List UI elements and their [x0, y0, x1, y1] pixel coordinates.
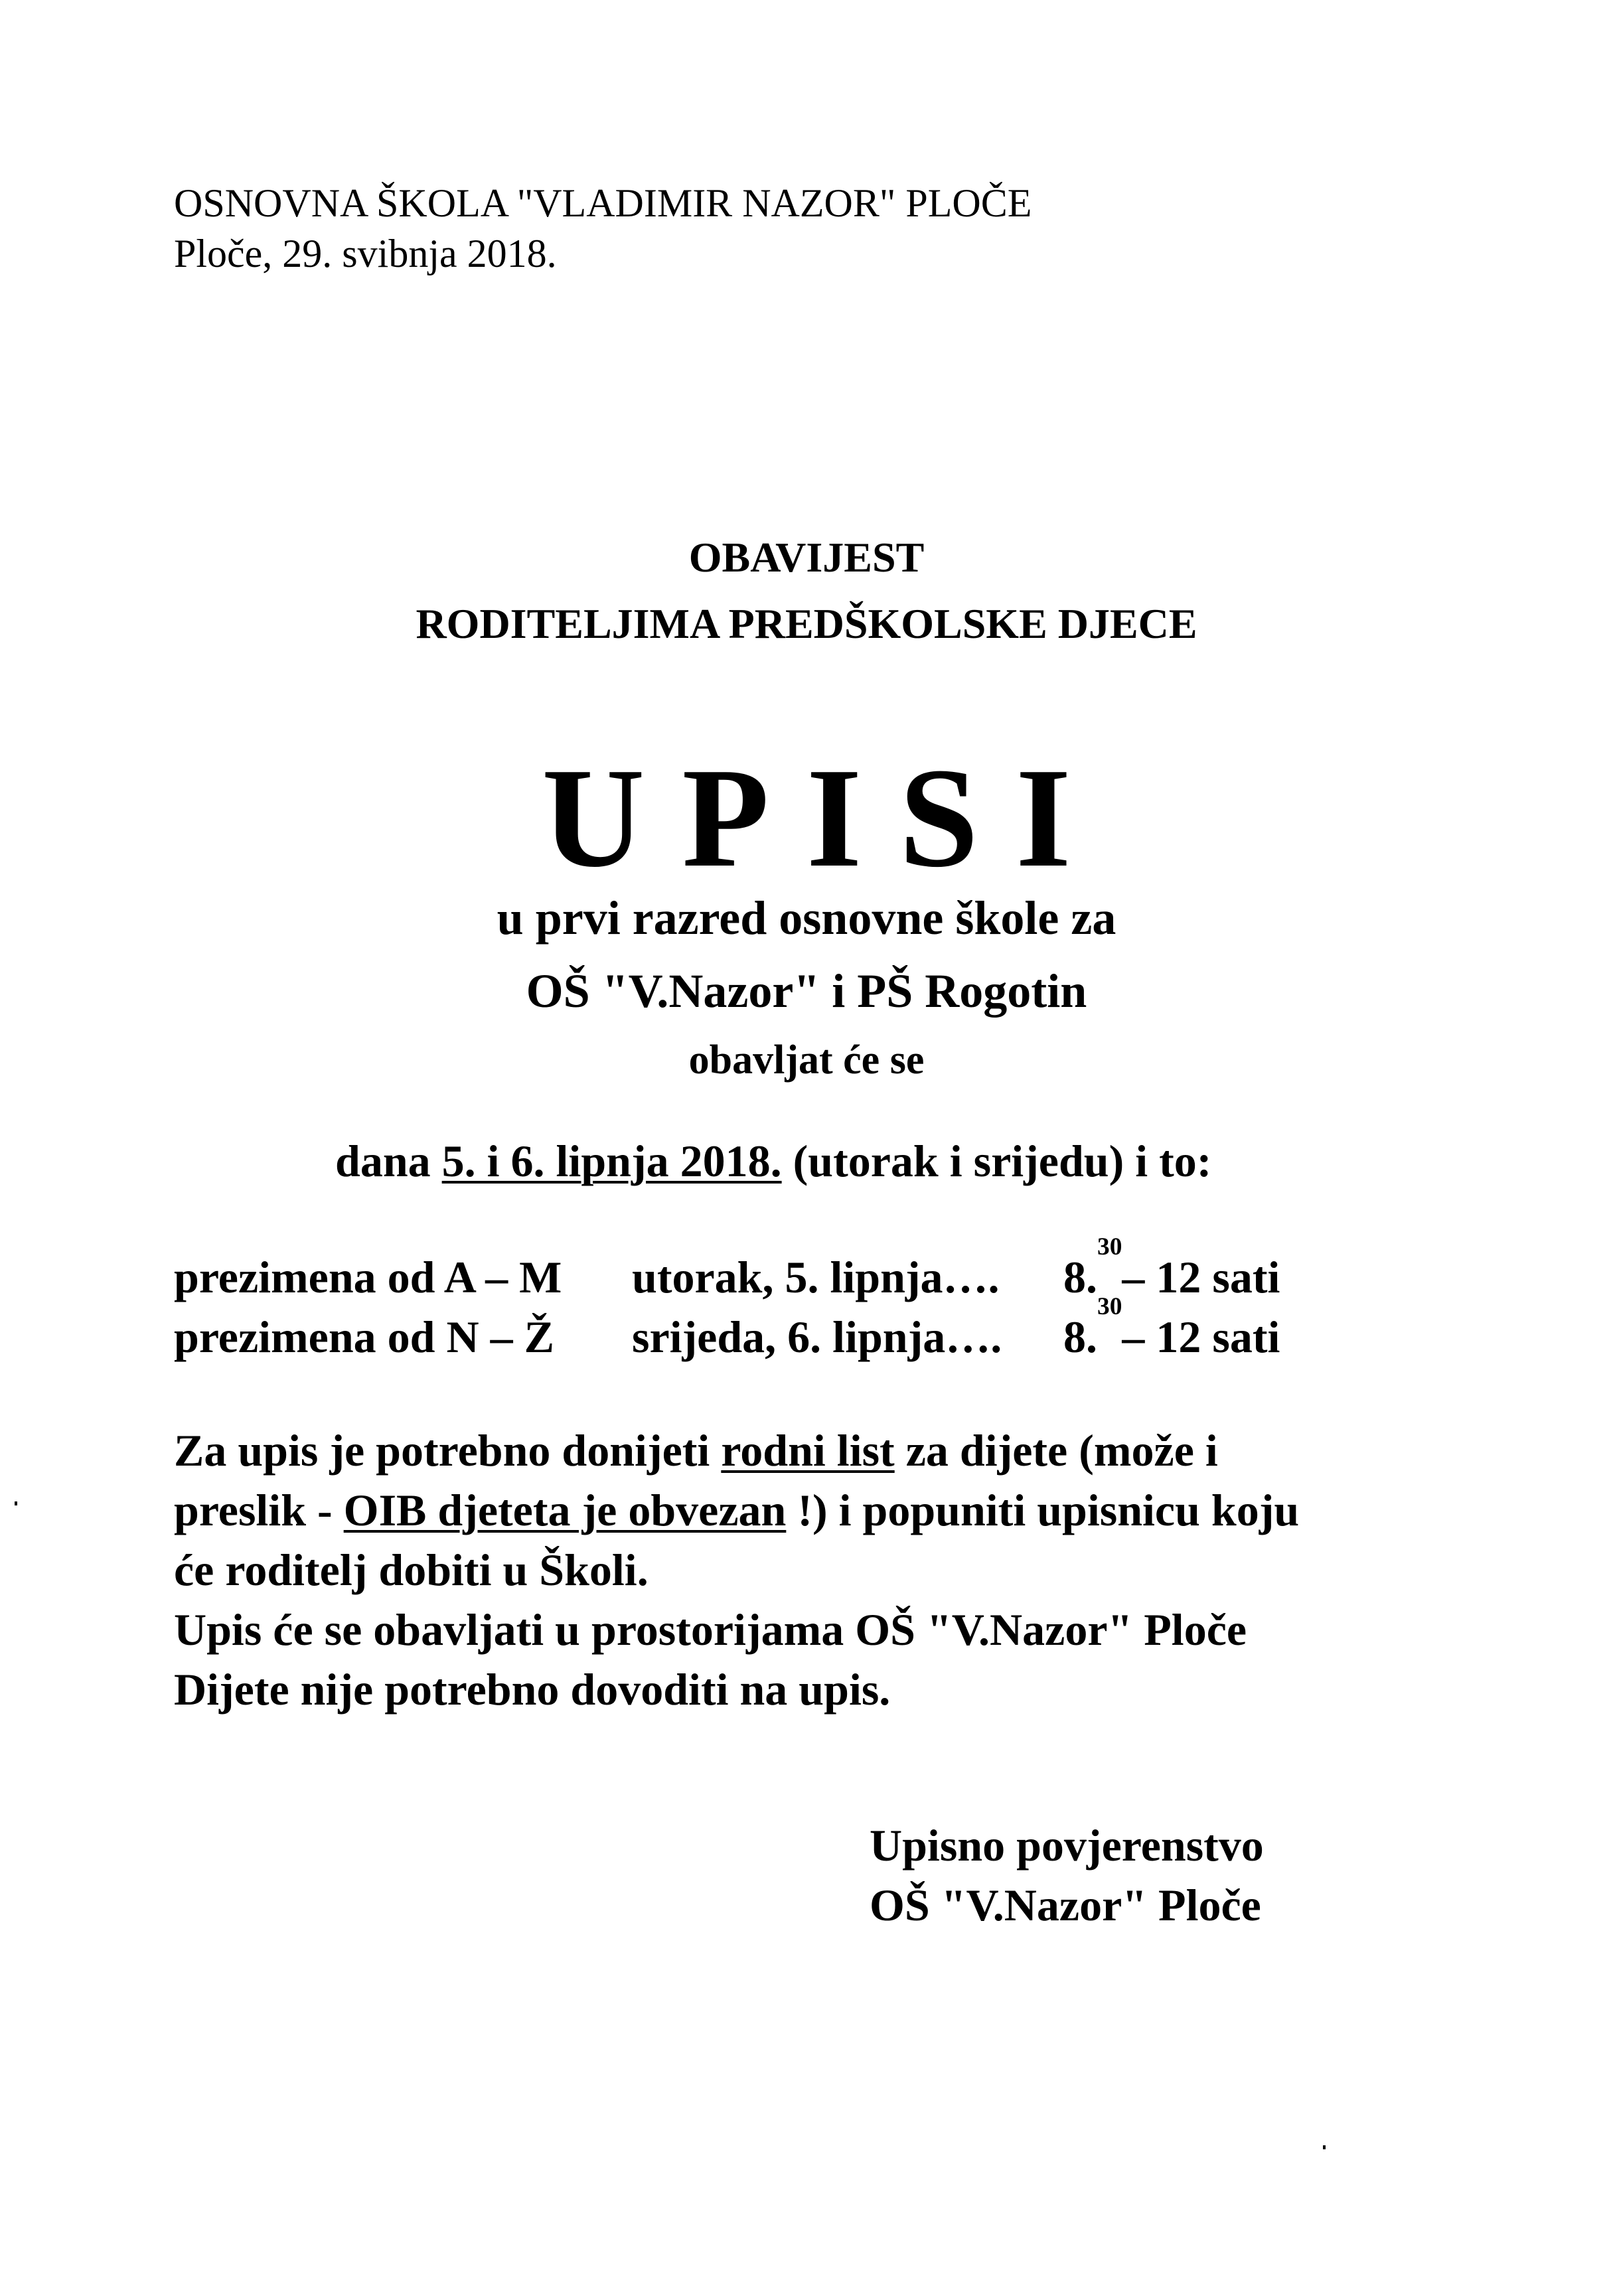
instructions-line: će roditelj dobiti u Školi.	[174, 1545, 649, 1595]
schedule-time: 8.30– 12 sati	[1063, 1293, 1280, 1362]
dates-line: dana 5. i 6. lipnja 2018. (utorak i srijedu) i to:	[335, 1136, 1212, 1186]
signature-school: OŠ "V.Nazor" Ploče	[870, 1880, 1261, 1930]
signature-committee: Upisno povjerenstvo	[870, 1820, 1264, 1871]
place-date: Ploče, 29. svibnja 2018.	[174, 232, 557, 275]
instructions-line: Dijete nije potrebno dovoditi na upis.	[174, 1664, 891, 1715]
schools-line: OŠ "V.Nazor" i PŠ Rogotin	[526, 964, 1087, 1018]
birth-certificate: rodni list	[721, 1425, 895, 1476]
dates-underlined: 5. i 6. lipnja 2018.	[441, 1136, 782, 1186]
schedule-day: utorak, 5. lipnja….	[632, 1252, 1000, 1302]
instructions-line: Upis će se obavljati u prostorijama OŠ "V.Nazor" Ploče	[174, 1604, 1247, 1655]
scan-speck	[15, 1501, 17, 1505]
schedule-day: srijeda, 6. lipnja….	[632, 1312, 1002, 1362]
instructions-line: Za upis je potrebno donijeti rodni list za dijete (može i	[174, 1425, 1218, 1476]
instructions-line: preslik - OIB djeteta je obvezan !) i popuniti upisnicu koju	[174, 1485, 1300, 1535]
notice-title: OBAVIJEST	[688, 534, 925, 581]
schedule-group: prezimena od A – M	[174, 1252, 562, 1302]
schedule-row	[174, 1293, 1280, 1363]
schedule-time: 8.30– 12 sati	[1063, 1233, 1280, 1302]
schedule-group: prezimena od N – Ž	[174, 1312, 554, 1362]
school-header	[174, 178, 1032, 279]
scan-speck	[1323, 2145, 1326, 2149]
will-be-held: obavljat će se	[688, 1037, 925, 1083]
instructions	[174, 1420, 1299, 1719]
notice-subtitle: RODITELJIMA PREDŠKOLSKE DJECE	[416, 600, 1197, 647]
headline: UPISI	[542, 738, 1109, 897]
grade-line: u prvi razred osnovne škole za	[497, 891, 1116, 945]
school-name: OSNOVNA ŠKOLA "VLADIMIR NAZOR" PLOČE	[174, 181, 1032, 225]
signature	[870, 1815, 1264, 1935]
oib-required: OIB djeteta je obvezan	[343, 1485, 787, 1535]
